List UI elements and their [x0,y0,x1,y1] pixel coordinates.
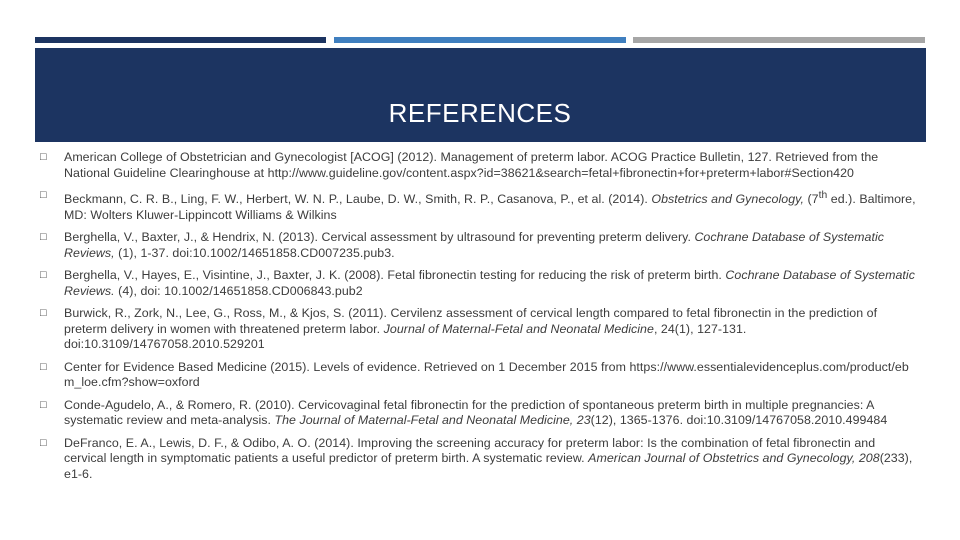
ref-superscript: th [818,190,828,201]
hollow-square-bullet-icon: □ [40,307,47,320]
ref-details-pre: (7 [803,192,819,207]
ref-url: http://www.guideline.gov/content.aspx?id=38621&search=fetal+fibronectin+for+preterm+labor#Section420 [267,165,854,180]
hollow-square-bullet-icon: □ [40,436,47,449]
ref-details: (4), doi: 10.1002/14651858.CD006843.pub2 [114,283,363,298]
hollow-square-bullet-icon: □ [40,398,47,411]
accent-bar-blue [334,37,626,43]
ref-source: Cochrane Database of Systematic Reviews. [64,268,915,298]
reference-item [40,150,918,181]
reference-item [40,398,918,429]
ref-authors: Burwick, R., Zork, N., Lee, G., Ross, M., & Kjos, S. (2011). [64,306,391,321]
ref-source: Journal of Maternal-Fetal and Neonatal Medicine [383,321,654,336]
ref-title: Improving the screening accuracy for preterm labor: Is the combination of fetal fibronectin and cervical length in symptomatic patients a useful predictor of preterm birth. A systematic review. [64,435,876,466]
hollow-square-bullet-icon: □ [40,269,47,282]
ref-title: Cervilenz assessment of cervical length compared to fetal fibronectin in the prediction of preterm delivery in women with threatened preterm labor. [64,306,878,336]
reference-list [40,150,918,489]
slide-title: REFERENCES [388,98,572,128]
ref-details: (1), 1-37. doi:10.1002/14651858.CD007235.pub3. [114,245,395,260]
ref-source: The Journal of Maternal-Fetal and Neonatal Medicine, 23 [274,413,591,428]
hollow-square-bullet-icon: □ [40,151,47,163]
ref-source: Cochrane Database of Systematic Reviews, [64,230,885,260]
accent-bar-gray [633,37,925,43]
ref-title: Cervicovaginal fetal fibronectin for the prediction of spontaneous preterm birth in multiple pregnancies: A systematic review and meta-analysis. [64,397,874,428]
ref-authors: American College of Obstetrician and Gynecologist [ACOG] (2012). [64,150,441,164]
hollow-square-bullet-icon: □ [40,231,47,244]
ref-authors: Berghella, V., Hayes, E., Visintine, J., Baxter, J. K. (2008). [64,268,388,283]
hollow-square-bullet-icon: □ [40,360,47,373]
reference-item [40,230,918,261]
accent-bar-dark [35,37,326,43]
reference-item [40,306,918,353]
ref-details: ed.). Baltimore, MD: Wolters Kluwer-Lippincott Williams & Wilkins [64,192,916,222]
ref-title: Fetal fibronectin testing for reducing the risk of preterm birth. [387,268,726,283]
ref-source: American Journal of Obstetrics and Gynecology, 208 [588,451,880,466]
hollow-square-bullet-icon: □ [40,189,47,201]
ref-details: , 24(1), 127-131. doi:10.3109/14767058.2010.529201 [64,321,747,352]
ref-title: Management of preterm labor. ACOG Practice Bulletin, 127. Retrieved from the National Guideline Clearinghouse at [64,150,879,180]
reference-item [40,360,918,391]
reference-item [40,436,918,483]
ref-source: Obstetrics and Gynecology, [651,192,804,207]
reference-item [40,188,918,223]
ref-url: https://www.essentialevidenceplus.com/product/ebm_loe.cfm?show=oxford [64,359,909,390]
ref-details: (12), 1365-1376. doi:10.3109/14767058.2010.499484 [590,413,888,428]
ref-title: Cervical assessment by ultrasound for preventing preterm delivery. [321,230,695,245]
ref-title: Levels of evidence. Retrieved on 1 December 2015 from [313,359,630,374]
ref-authors: Beckmann, C. R. B., Ling, F. W., Herbert, W. N. P., Laube, D. W., Smith, R. P., Casanova, P., et al. (2014). [64,192,652,207]
ref-details: (233), e1-6. [64,451,913,481]
ref-authors: Berghella, V., Baxter, J., & Hendrix, N. (2013). [64,230,322,245]
ref-authors: Center for Evidence Based Medicine (2015). [64,359,314,374]
reference-item [40,268,918,299]
ref-authors: DeFranco, E. A., Lewis, D. F., & Odibo, A. O. (2014). [64,435,358,450]
ref-authors: Conde-Agudelo, A., & Romero, R. (2010). [64,397,299,412]
